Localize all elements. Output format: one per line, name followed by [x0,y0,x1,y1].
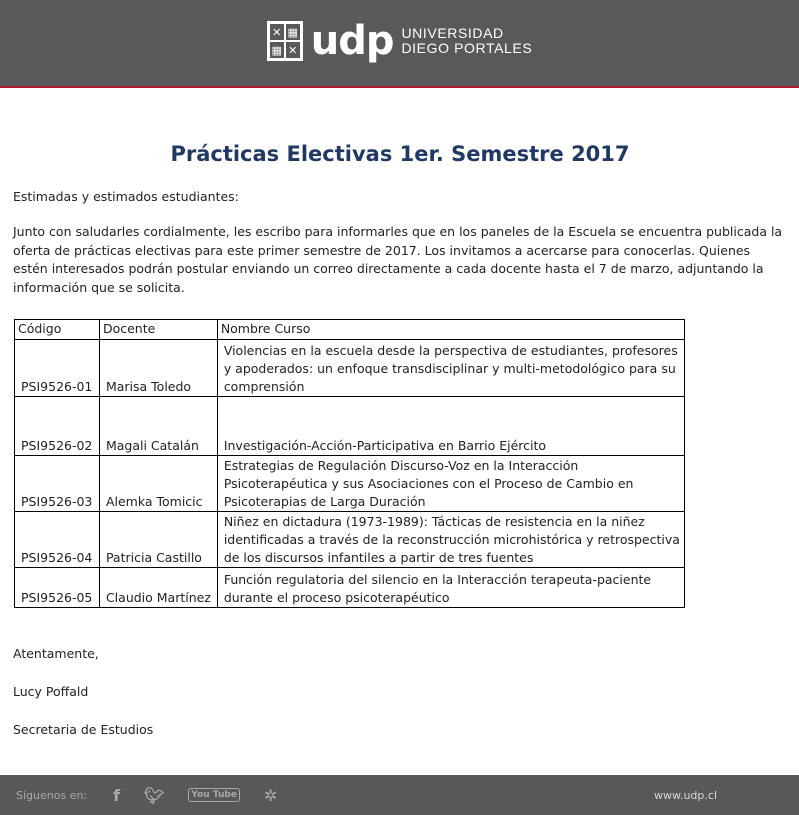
logo-text [401,26,532,56]
table-row [15,456,685,512]
course-name: Función regulatoria del silencio en la Interacción terapeuta-paciente durante el proceso psicoterapéutico [217,568,684,608]
course-code: PSI9526-04 [15,512,100,568]
facebook-icon[interactable]: f [113,785,121,805]
course-teacher: Marisa Toledo [99,340,217,397]
social-links [113,786,277,805]
course-teacher: Claudio Martínez [99,568,217,608]
twitter-icon[interactable]: 🐦︎ [144,785,165,805]
logo-mark: udp [310,18,394,64]
table-row [15,397,685,456]
course-code: PSI9526-01 [15,340,100,397]
greeting: Estimadas y estimados estudiantes: [13,189,239,204]
header-course: Nombre Curso [217,320,684,340]
course-code: PSI9526-02 [15,397,100,456]
course-teacher: Patricia Castillo [99,512,217,568]
udp-logo[interactable] [267,18,533,64]
crest-icon: ✕ ▦ ▦ ✕ [267,21,303,61]
signer-name: Lucy Poffald [13,684,89,700]
email-body [13,90,787,758]
flickr-icon[interactable]: ✲ [263,785,278,805]
course-code: PSI9526-05 [15,568,100,608]
course-name: Niñez en dictadura (1973-1989): Tácticas de resistencia en la niñez identificadas a través de la reconstrucción microhistórica y retrospectiva de los discursos infantiles a partir de tres fuentes [217,512,684,568]
header-code: Código [15,320,100,340]
course-name: Investigación-Acción-Participativa en Barrio Ejército [217,397,684,456]
youtube-icon[interactable]: You Tube [188,788,240,802]
closing-block [13,644,787,739]
table-row [15,340,685,397]
signer-role: Secretaria de Estudios [13,722,154,738]
course-name: Estrategias de Regulación Discurso-Voz en la Interacción Psicoterapéutica y sus Asociaciones con el Proceso de Cambio en Psicoterapias de Larga Duración [217,456,684,512]
courses-table [14,319,685,608]
table-row [15,568,685,608]
follow-label: Síguenos en: [16,788,88,802]
intro-paragraph: Junto con saludarles cordialmente, les escribo para informarles que en los paneles de la Escuela se encuentra publicada la oferta de prácticas electivas para este primer semestre de 2017. Los invitamos a acercarse para conocerlas. Quienes estén interesados podrán postular enviando un correo directamente a cada docente hasta el 7 de marzo, adjuntando la información que se solicita. [13,224,783,295]
website-link[interactable]: www.udp.cl [653,788,717,802]
course-teacher: Alemka Tomicic [99,456,217,512]
table-header-row [15,320,685,340]
header-banner [0,0,799,88]
course-teacher: Magali Catalán [99,397,217,456]
table-row [15,512,685,568]
logo-line-1: UNIVERSIDAD [401,25,504,41]
course-code: PSI9526-03 [15,456,100,512]
footer-bar [0,775,799,815]
page-title: Prácticas Electivas 1er. Semestre 2017 [170,142,630,166]
course-name: Violencias en la escuela desde la perspectiva de estudiantes, profesores y apoderados: un enfoque transdisciplinar y multi-metodológico para su comprensión [217,340,684,397]
logo-line-2: DIEGO PORTALES [401,40,533,56]
closing-line: Atentamente, [13,646,99,662]
header-teacher: Docente [99,320,217,340]
